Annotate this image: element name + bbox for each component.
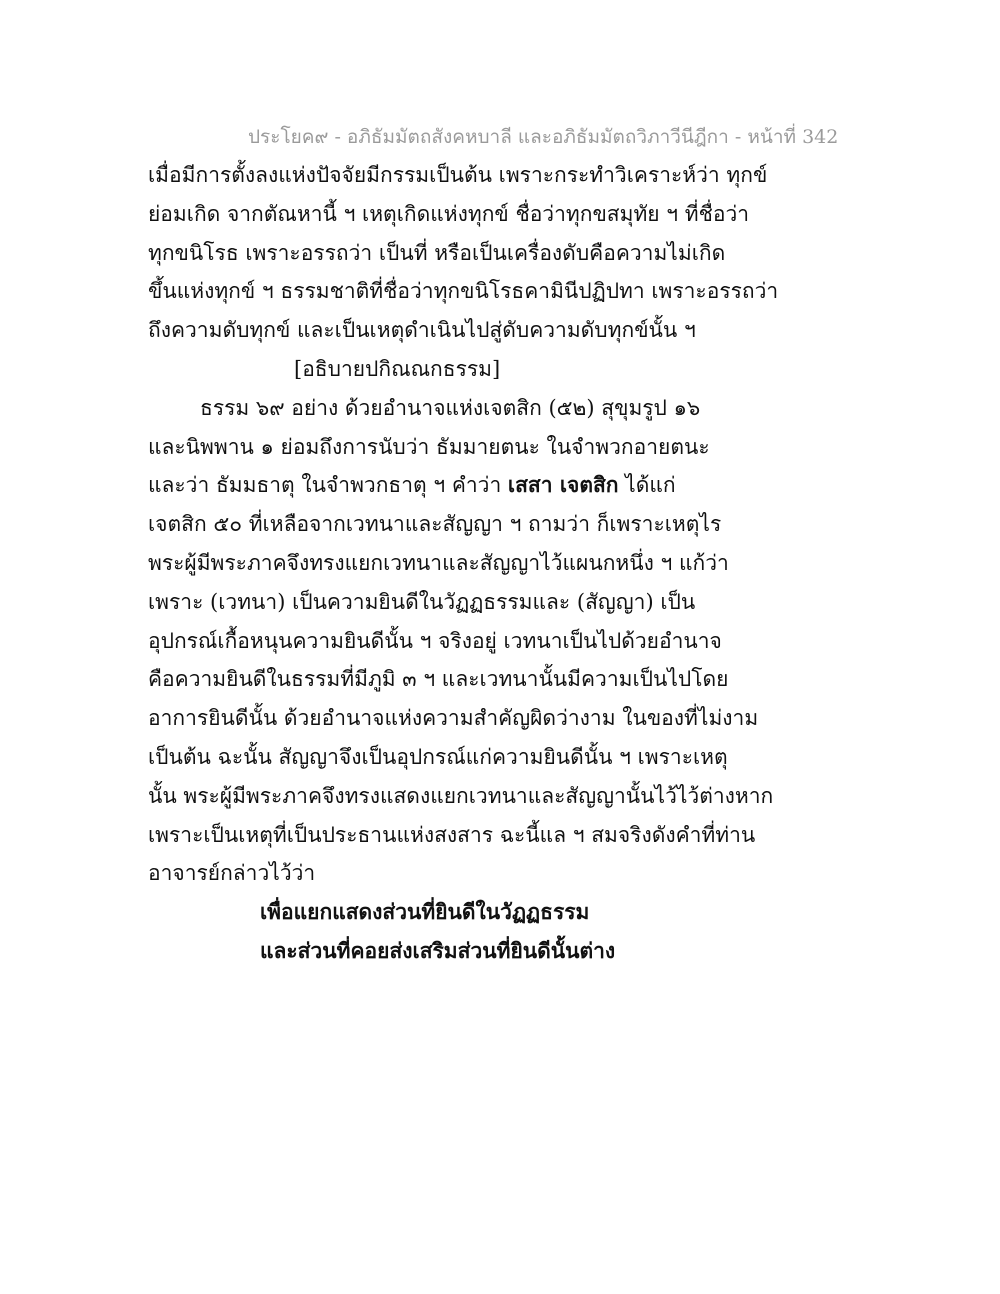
text-line: อาการยินดีนั้น ด้วยอำนาจแห่งความสำคัญผิดว่างาม ในของที่ไม่งาม [148, 706, 759, 731]
paragraph-first-line: ธรรม ๖๙ อย่าง ด้วยอำนาจแห่งเจตสิก (๕๒) สุขุมรูป ๑๖ [200, 395, 701, 420]
text-line: ทุกขนิโรธ เพราะอรรถว่า เป็นที่ หรือเป็นเครื่องดับคือความไม่เกิด [148, 240, 726, 265]
page-header: ประโยค๙ - อภิธัมมัตถสังคหบาลี และอภิธัมมัตถวิภาวีนีฎีกา - หน้าที่ 342 [248, 126, 839, 148]
text-line: เจตสิก ๕๐ ที่เหลือจากเวทนาและสัญญา ฯ ถามว่า ก็เพราะเหตุไร [148, 512, 722, 537]
text-line: อาจารย์กล่าวไว้ว่า [148, 861, 316, 886]
text-line: พระผู้มีพระภาคจึงทรงแยกเวทนาและสัญญาไว้แผนกหนึ่ง ฯ แก้ว่า [148, 550, 729, 575]
verse-line-1: เพื่อแยกแสดงส่วนที่ยินดีในวัฏฏธรรม [260, 899, 590, 925]
text-line [148, 466, 748, 505]
text-line: ขึ้นแห่งทุกข์ ฯ ธรรมชาติที่ชื่อว่าทุกขนิโรธคามินีปฏิปทา เพราะอรรถว่า [148, 279, 779, 304]
text-line: อุปกรณ์เกื้อหนุนความยินดีนั้น ฯ จริงอยู่ เวทนาเป็นไปด้วยอำนาจ [148, 628, 722, 653]
text-fragment: ได้แก่ [618, 473, 676, 498]
text-line: นั้น พระผู้มีพระภาคจึงทรงแสดงแยกเวทนาและสัญญานั้นไว้ไว้ต่างหาก [148, 783, 774, 808]
text-line: ถึงความดับทุกข์ และเป็นเหตุดำเนินไปสู่ดับความดับทุกข์นั้น ฯ [148, 318, 696, 343]
text-line: เพราะ (เวทนา) เป็นความยินดีในวัฏฏธรรมและ (สัญญา) เป็น [148, 589, 696, 614]
bold-term: เสสา เจตสิก [507, 472, 619, 498]
text-line: เมื่อมีการตั้งลงแห่งปัจจัยมีกรรมเป็นต้น เพราะกระทำวิเคราะห์ว่า ทุกข์ [148, 163, 768, 187]
text-line: เพราะเป็นเหตุที่เป็นประธานแห่งสงสาร ฉะนี้แล ฯ สมจริงดังคำที่ท่าน [148, 822, 756, 847]
text-line: ย่อมเกิด จากตัณหานี้ ฯ เหตุเกิดแห่งทุกข์ ชื่อว่าทุกขสมุทัย ฯ ที่ชื่อว่า [148, 201, 750, 226]
body-text [148, 156, 779, 971]
text-line: เป็นต้น ฉะนั้น สัญญาจึงเป็นอุปกรณ์แก่ความยินดีนั้น ฯ เพราะเหตุ [148, 744, 728, 769]
section-heading: [อธิบายปกิณณกธรรม] [294, 356, 501, 381]
verse-line-2: และส่วนที่คอยส่งเสริมส่วนที่ยินดีนั้นต่าง [260, 937, 616, 963]
text-fragment: และว่า ธัมมธาตุ ในจำพวกธาตุ ฯ คำว่า [148, 473, 508, 498]
text-line: คือความยินดีในธรรมที่มีภูมิ ๓ ฯ และเวทนานั้นมีความเป็นไปโดย [148, 667, 729, 692]
text-line: และนิพพาน ๑ ย่อมถึงการนับว่า ธัมมายตนะ ในจำพวกอายตนะ [148, 434, 710, 459]
